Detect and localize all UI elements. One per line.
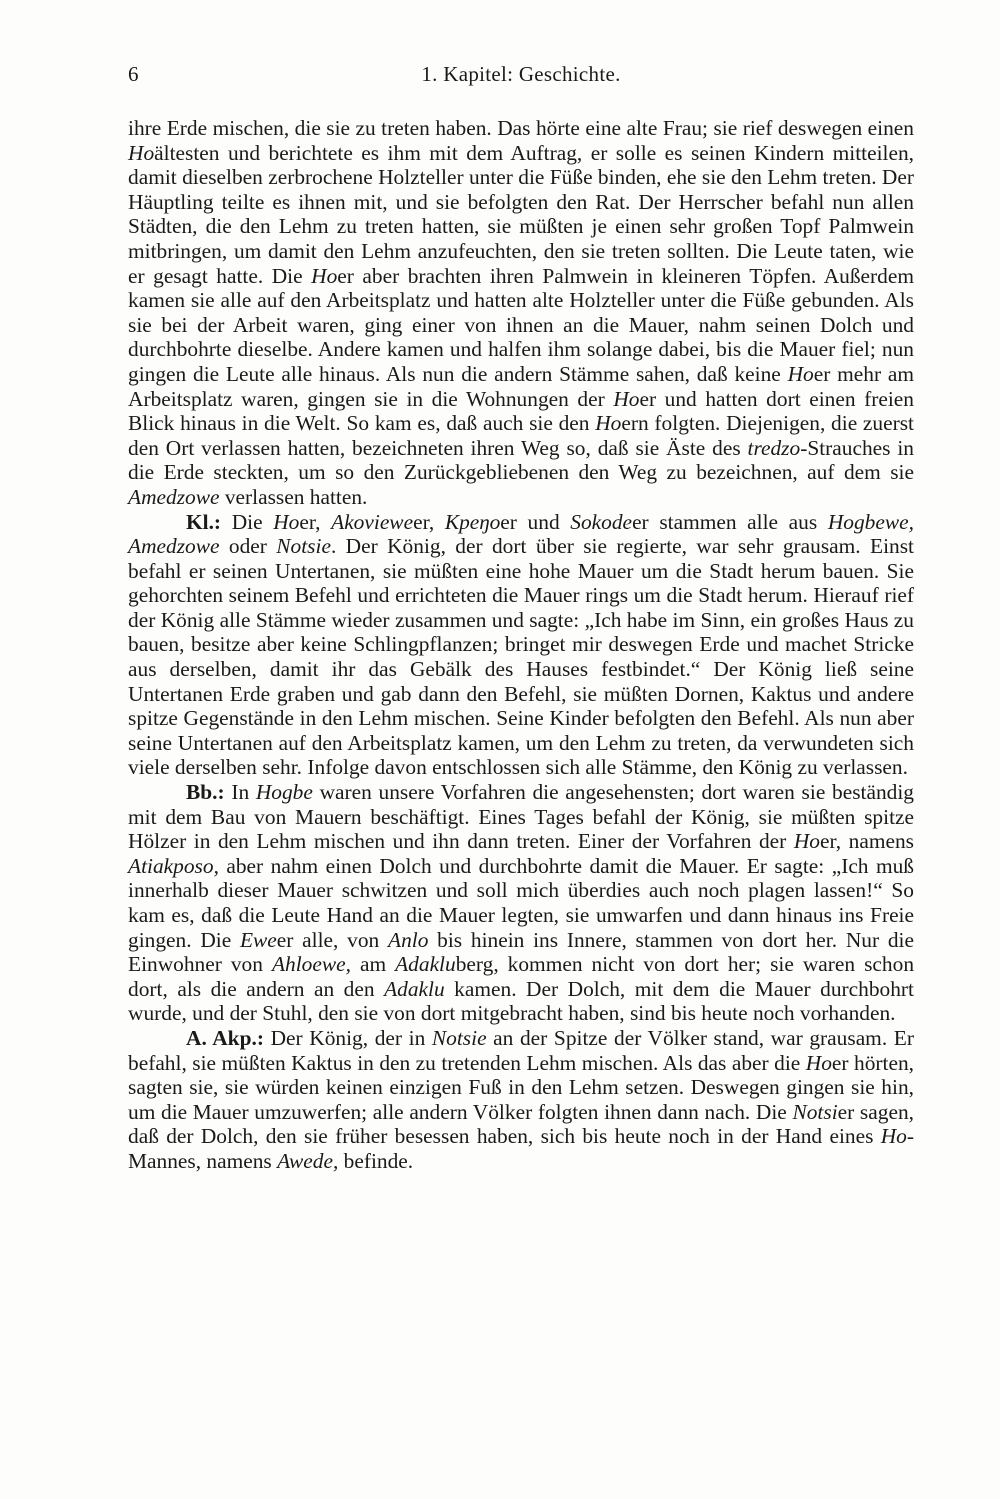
- italic-term: Ho: [128, 140, 155, 165]
- text-run: er, namens: [819, 829, 914, 854]
- text-run: -Mannes, namens: [128, 1124, 914, 1173]
- text-run: . Der König, der dort über sie regierte, war sehr grausam. Einst befahl er seinen Untertanen, sie müßten eine hohe Mauer um die Stadt herum bauen. Sie gehorchten seinem Befehl und errichteten die Mauer rings um die Stadt herum. Hierauf rief der König alle Stämme wieder zusammen und sagte: „Ich habe im Sinn, ein großes Haus zu bauen, besitze aber keine Schlingpflanzen; bringet mir deswegen Erde und machet Stricke aus derselben, damit ihr das Gebälk des Hauses festbindet.“ Der König ließ seine Untertanen Erde graben und gab dann den Befehl, sie müßten Dornen, Kaktus und andere spitze Gegenstände in den Lehm mischen. Seine Kinder befolgten den Befehl. Als nun aber seine Untertanen auf den Arbeitsplatz kamen, um den Lehm zu treten, da verwundeten sich viele derselben sehr. Infolge davon entschlossen sich alle Stämme, den König zu verlassen.: [128, 534, 914, 780]
- page-number: 6: [128, 62, 139, 86]
- text-run: Die: [221, 509, 274, 534]
- italic-term: Ho: [273, 509, 300, 534]
- italic-term: Ho: [787, 361, 814, 386]
- italic-term: Ho: [595, 411, 622, 436]
- text-run: berg, kommen nicht von dort her; sie waren schon dort, als die andern an den: [128, 952, 915, 1001]
- text-run: bis hinein ins Innere, stammen von dort her. Nur die Einwohner von: [128, 927, 914, 977]
- paragraph: [128, 510, 914, 781]
- italic-term: Amedzowe: [128, 484, 220, 509]
- paragraph: [128, 780, 914, 1026]
- italic-term: Anlo: [388, 927, 429, 952]
- italic-term: Awede,: [277, 1148, 339, 1173]
- italic-term: Atiakposo: [128, 853, 214, 878]
- text-run: er alle, von: [276, 927, 388, 952]
- text-run: an der Spitze der Völker stand, war grausam. Er befahl, sie müßten Kaktus in den zu tretenden Lehm mischen. Als das aber die: [128, 1025, 914, 1075]
- text-run: , aber nahm einen Dolch und durchbohrte damit die Mauer. Er sagte: „Ich muß innerhalb dieser Mauer schwitzen und soll mich überdies auch noch plagen lassen!“ So kam es, daß die Leute Hand an die Mauer legten, sie umwarfen und dann hinaus ins Freie gingen. Die: [128, 853, 914, 952]
- paragraph: [128, 1026, 914, 1174]
- text-run: -Strauches in die Erde steckten, um so den Zurückgebliebenen den Weg zu bezeichnen, auf dem sie: [128, 435, 914, 485]
- italic-term: Notsie: [276, 534, 331, 559]
- text-run: waren unsere Vorfahren die angesehensten; dort waren sie beständig mit dem Bau von Mauern beschäftigt. Eines Tages befahl der König, sie müßten spitze Hölzer in den Lehm mischen und ihn dann treten. Einer der Vorfahren der: [128, 780, 914, 854]
- text-run: er mehr am Arbeitsplatz waren, gingen sie in die Wohnungen der: [128, 361, 914, 411]
- text-run: ältesten und berichtete es ihm mit dem Auftrag, er solle es seinen Kindern mitteilen, damit dieselben zerbrochene Holzteller unter die Füße binden, ehe sie den Lehm treten. Der Häuptling teilte es ihnen mit, und sie befolgten den Rat. Der Herrscher befahl nun allen Städten, die den Lehm zu treten hatten, sie müßten je einen sehr großen Topf Palmwein mitbringen, um damit den Lehm anzufeuchten, den sie treten sollten. Die Leute taten, wie er gesagt hatte. Die: [128, 140, 914, 288]
- italic-term: Notsi: [792, 1099, 838, 1124]
- italic-term: Ho: [805, 1050, 832, 1075]
- italic-term: Ewe: [239, 927, 277, 952]
- text-run: er hörten, sagten sie, sie würden keinen einzigen Fuß in den Lehm setzen. Deswegen gingen sie hin, um die Mauer umzuwerfen; alle andern Völker folgten ihnen dann nach. Die: [128, 1050, 914, 1124]
- running-head: 1. Kapitel: Geschichte.: [421, 62, 621, 86]
- italic-term: Ho: [311, 263, 338, 288]
- text-run: er und hatten dort einen freien Blick hinaus in die Welt. So kam es, daß auch sie den: [128, 386, 914, 436]
- text-run: verlassen hatten.: [219, 484, 368, 509]
- speaker-label: Kl.:: [186, 509, 222, 534]
- italic-term: Adaklu: [384, 976, 445, 1001]
- text-run: oder: [219, 534, 277, 559]
- text-run: er und: [500, 509, 571, 534]
- italic-term: Ho: [613, 386, 640, 411]
- italic-term: Notsie: [431, 1025, 487, 1050]
- paragraph: [128, 116, 914, 510]
- text-run: er aber brachten ihren Palmwein in kleineren Töpfen. Außerdem kamen sie alle auf den Arbeitsplatz und hatten alte Holzteller unter die Füße gebunden. Als sie bei der Arbeit waren, ging einer von ihnen an die Mauer, nahm seinen Dolch und durchbohrte dieselbe. Andere kamen und halfen ihm solange dabei, bis die Mauer fiel; nun gingen die Leute alle hinaus. Als nun die andern Stämme sahen, daß keine: [128, 263, 914, 386]
- text-run: er sagen, daß der Dolch, den sie früher besessen haben, sich bis heute noch in der Hand eines: [128, 1099, 914, 1149]
- text-run: er,: [413, 509, 445, 534]
- text-run: am: [350, 952, 396, 977]
- text-run: kamen. Der Dolch, mit dem die Mauer durchbohrt wurde, und der Stuhl, den sie von dort mitgebracht haben, sind bis heute noch vorhanden.: [128, 976, 914, 1026]
- italic-term: Adaklu: [395, 952, 456, 977]
- text-run: In: [224, 780, 256, 805]
- italic-term: Ho: [880, 1124, 907, 1149]
- text-run: er stammen alle aus: [632, 509, 828, 534]
- italic-term: Kpeŋo: [444, 509, 501, 534]
- speaker-label: Bb.:: [186, 780, 225, 805]
- speaker-label: A. Akp.:: [186, 1025, 264, 1050]
- text-run: ihre Erde mischen, die sie zu treten haben. Das hörte eine alte Frau; sie rief deswegen einen: [128, 116, 914, 140]
- italic-term: Sokode: [570, 509, 633, 534]
- italic-term: Akoviewe: [331, 509, 414, 534]
- text-run: befinde.: [338, 1148, 414, 1173]
- text-run: ern folgten. Diejenigen, die zuerst den Ort verlassen hatten, bezeichneten ihren Weg so, daß sie Äste des: [128, 411, 915, 460]
- italic-term: Ahloewe,: [271, 952, 351, 977]
- italic-term: tredzo: [747, 435, 801, 460]
- italic-term: Ho: [793, 829, 820, 854]
- text-run: er,: [299, 509, 332, 534]
- italic-term: Hogbewe, Amedzowe: [128, 509, 914, 559]
- text-run: Der König, der in: [263, 1025, 432, 1050]
- italic-term: Hogbe: [255, 780, 313, 805]
- body-text: [128, 116, 914, 1174]
- page-header: [128, 60, 914, 90]
